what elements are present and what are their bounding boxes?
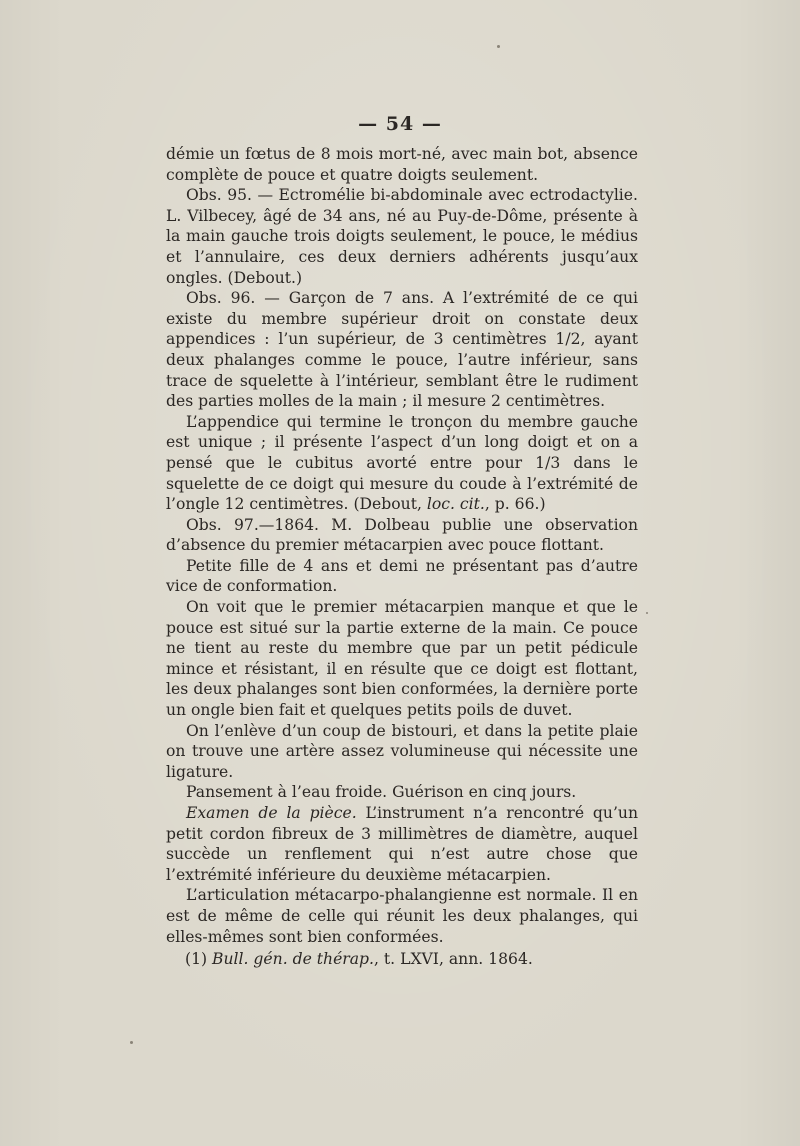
paragraph-articulation: L’articulation métacarpo-phalangienne est normale. Il en est de même de celle qui réunit les deux phalanges, qui elles-mêmes sont bien conformées. [166,886,638,946]
paragraph-petite-fille: Petite fille de 4 ans et demi ne présentant pas d’autre vice de conformation. [166,556,638,596]
appendice-text: L’appendice qui termine le tronçon du membre gauche est unique ; il présente l’aspect d’un long doigt et on a pensé que le cubitus avorté entre pour 1/3 dans le squelette de ce doigt qui mesure du coude à l’extrémité de l’ongle 12 centimètres. (Debout, [166,412,638,514]
footnote-details: , t. LXVI, ann. 1864. [374,950,533,968]
paper-speck [130,1041,133,1044]
loc-cit: loc. cit. [426,495,485,514]
paragraph-obs-95: Obs. 95. — Ectromélie bi-abdominale avec ectrodactylie. L. Vilbecey, âgé de 34 ans, né au Puy-de-Dôme, présente à la main gauche trois doigts seulement, le pouce, le médius et l’annulaire, ces deux derniers adhérents jusqu’aux ongles. (Debout.) [166,186,638,287]
paragraph-pansement: Pansement à l’eau froide. Guérison en cinq jours. [186,783,577,802]
paragraph-on-voit: On voit que le premier métacarpien manque et que le pouce est situé sur la partie externe de la main. Ce pouce ne tient au reste du membre que par un petit pédicule mince et résistant, il en résulte que ce doigt est flottant, les deux phalanges sont bien conformées, la dernière porte un ongle bien fait et quelques petits poils de duvet. [166,598,638,720]
paragraph-appendice [166,412,638,515]
examen-text: L’instrument n’a rencontré qu’un petit cordon fibreux de 3 millimètres de diamètre, auquel succède un renflement qui n’est autre chose que l’extrémité inférieure du deuxième métacarpien. [166,804,638,884]
appendice-page-ref: , p. 66.) [484,495,546,514]
paragraph-continuation: démie un fœtus de 8 mois mort-né, avec main bot, absence complète de pouce et quatre doigts seulement. [166,145,638,184]
body-text [166,144,638,947]
paragraph-obs-96: Obs. 96. — Garçon de 7 ans. A l’extrémité de ce qui existe du membre supérieur droit on constate deux appendices : l’un supérieur, de 3 centimètres 1/2, ayant deux phalanges comme le pouce, l’autre inférieur, sans trace de squelette à l’intérieur, semblant être le rudiment des parties molles de la main ; il mesure 2 centimètres. [166,289,638,411]
paper-speck [646,612,648,614]
footnote-source: Bull. gén. de thérap. [212,950,374,968]
footnote [185,949,635,969]
examen-heading: Examen de la pièce. [186,804,357,822]
paper-speck [497,45,500,48]
paragraph-examen [166,803,638,885]
footnote-mark: (1) [185,950,213,968]
paragraph-obs-97: Obs. 97.—1864. M. Dolbeau publie une observation d’absence du premier métacarpien avec pouce flottant. [166,515,638,555]
page-number: — 54 — [358,113,442,135]
paragraph-on-enleve: On l’enlève d’un coup de bistouri, et dans la petite plaie on trouve une artère assez volumineuse qui nécessite une ligature. [166,721,638,781]
